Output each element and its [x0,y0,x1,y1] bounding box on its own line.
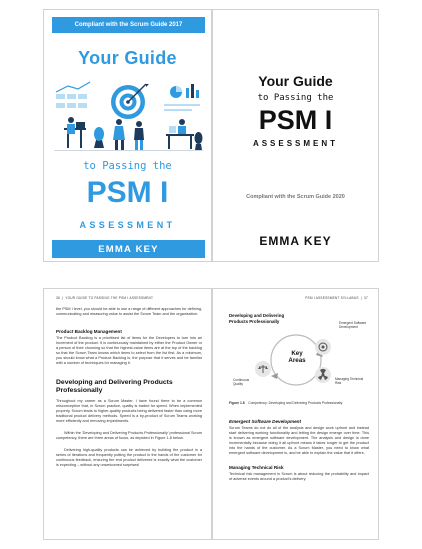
cover-title-line1: Your Guide [78,48,177,68]
figure-number: Figure 1.8 [229,401,245,405]
cover-title-main: PSM I [86,176,169,209]
cover-banner: Compliant with the Scrum Guide 2017 [52,17,205,33]
dev-paragraph-2: Within the 'Developing and Delivering Products Professionally' professional Scrum competency, there are three areas of focus, as depicted in Figure 1.8 below. [56,431,202,441]
title-page-guide-note: Compliant with the Scrum Guide 2020 [246,194,345,200]
area-right-label: Managing Technical Risk [335,377,364,385]
running-header-left: 36 | YOUR GUIDE TO PASSING THE PSM I ASSESSMENT [56,296,154,300]
cover-illustration [54,72,203,162]
pb-paragraph: The Product Backlog is a prioritised list of items for the Developers to turn into an Increment of the product. It is continuously maintained by either the Product Owner or a person of their choosing so that the highest-value items are at the top of the backlog so that the Scrum Team knows which items to select from the list first. As a minimum, you should know what a Product Backlog is, the purpose that it serves and be familiar with a number of techniques for managing it. [56,336,202,366]
cover-title-sub: ASSESSMENT [79,220,176,230]
inner-page-right [212,288,379,540]
title-page-main: PSM I [258,105,333,135]
cover-author: EMMA KEY [52,240,205,258]
title-page-line1: Your Guide [258,73,333,89]
target-icon [111,84,149,119]
plant-icon [94,127,104,148]
dev-heading: Developing and Delivering Products Professionally [56,379,173,394]
person-right-icon [166,119,194,149]
plant-right-icon [195,132,203,150]
area-top-label: Emergent Software Development [339,321,367,329]
title-page [212,9,379,262]
title-page-line2: to Passing the [257,93,334,103]
mtr-heading: Managing Technical Risk [229,465,284,470]
running-header-right: PSM I ASSESSMENT SYLLABUS | 37 [305,296,368,300]
trend-line-icon [56,82,90,92]
intro-paragraph: the PSM I level, you should be able to use a range of different approaches for defining, communicating and measuring value to assist the Scrum Team and the organisation. [56,307,202,317]
diagram-center-label: Key Areas [288,350,306,364]
title-page-author: EMMA KEY [259,234,332,248]
diagram-title: Developing and Delivering Products Professionally [229,313,285,324]
emergent-software-icon [315,339,331,355]
mtr-paragraph: Technical risk management in Scrum is about reducing the probability and impact of adverse events around a product's delivery. [229,472,369,482]
pb-heading: Product Backlog Management [56,329,122,334]
dev-paragraph-3: Delivering high-quality products can be achieved by building the product in a series of iterations and frequently putting the product in the hands of the customer for continuous feedback, ensuring the end product delivered is exactly what the customer is expecting – without any unwelcomed surprises! [56,448,202,468]
technical-risk-icon [315,367,331,383]
title-page-sub: ASSESSMENT [252,139,339,148]
inner-page-left [43,288,212,540]
person-center-icon [113,119,144,150]
cover-title-line2: to Passing the [83,160,172,172]
chart-icon [56,94,87,108]
continuous-quality-icon [255,361,271,377]
running-head-left: YOUR GUIDE TO PASSING THE PSM I ASSESSMENT [65,296,154,300]
figure-caption: Competency: Developing and Delivering Products Professionally [248,401,343,405]
page-number-left: 36 [56,296,60,300]
esd-heading: Emergent Software Development [229,419,301,424]
dev-paragraph-1: Throughout my career as a Scrum Master, I have found there to be a common misconception that, in Scrum practice, quality is traded for speed. When implemented properly, Scrum leads to higher-quality products being delivered faster than using more traditional product delivery methods. Speed is a by-product of Scrum Teams working more efficiently and removing impediments. [56,399,202,424]
stats-icon [164,84,200,111]
running-head-right: PSM I ASSESSMENT SYLLABUS [305,296,359,300]
area-left-label: Continuous Quality [233,378,250,386]
page-number-right: 37 [364,296,368,300]
figure-caption-block [229,401,367,405]
esd-paragraph: Scrum Teams do not do all of the analysis and design work upfront and instead start delivering working functionality and letting the design emerge over time. This is known as emergent software development. The analysis and design is done incrementally because doing it all upfront means it takes longer to get the product into the hands of the customer. As a Scrum Master, you need to know what emergent software development is, and be able to explain the value that it offers. [229,426,369,456]
front-cover [43,9,212,262]
person-left-icon [64,117,86,148]
